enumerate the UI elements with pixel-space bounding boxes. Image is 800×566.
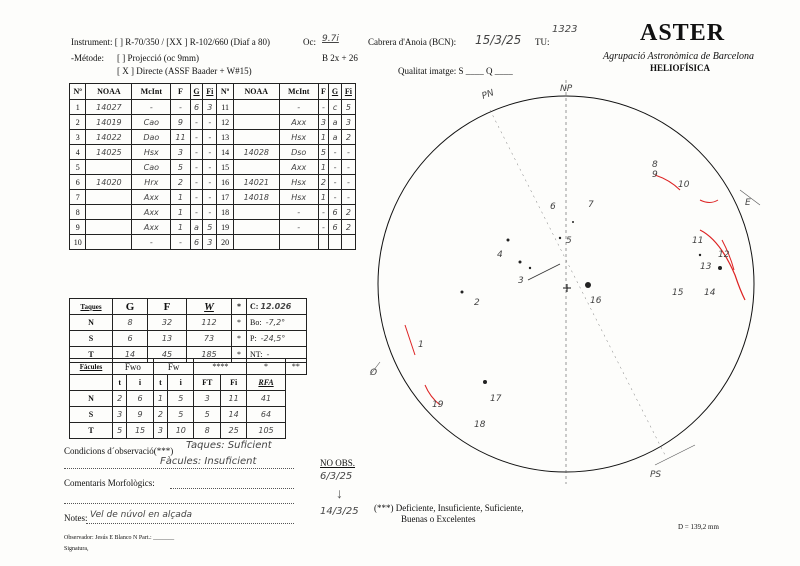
- groups-cell: -: [203, 175, 217, 190]
- groups-cell: 2: [70, 115, 86, 130]
- groups-cell: 15: [217, 160, 233, 175]
- spots-param-value: -: [266, 350, 270, 359]
- spots-cell-f: 45: [148, 347, 187, 363]
- groups-cell: Hsx: [279, 175, 318, 190]
- groups-cell: -: [341, 160, 355, 175]
- faculae-cell: 25: [220, 423, 246, 439]
- down-arrow-icon: ↓: [336, 487, 343, 502]
- groups-cell: 19: [217, 220, 233, 235]
- disk-group-label: 3: [518, 276, 524, 286]
- c-value: 12.026: [260, 302, 292, 311]
- groups-cell: 1: [171, 220, 190, 235]
- groups-cell: 1: [171, 190, 190, 205]
- groups-cell: 6: [190, 100, 203, 115]
- groups-cell: 18: [217, 205, 233, 220]
- spots-header-label: Taques: [70, 299, 113, 315]
- faculae-header-label: Fàcules: [70, 359, 113, 375]
- disk-group-label: 5: [566, 236, 572, 246]
- disk-group-label: 8: [652, 160, 658, 170]
- groups-cell: -: [329, 145, 342, 160]
- groups-cell: 5: [318, 145, 329, 160]
- faculae-cell: 5: [168, 407, 194, 423]
- groups-cell: a: [329, 115, 342, 130]
- groups-cell: -: [318, 205, 329, 220]
- no-obs-date-1: 6/3/25: [320, 471, 353, 482]
- ps-line: [655, 445, 695, 465]
- disk-group-label: 10: [678, 180, 690, 190]
- conditions-spots: Taques: Suficient: [186, 440, 272, 451]
- faculae-cell: 5: [113, 423, 127, 439]
- groups-cell: 9: [171, 115, 190, 130]
- faculae-subheader-2: i: [127, 375, 153, 391]
- spots-star-cell: *: [232, 315, 247, 331]
- spots-header-c: C: 12.026: [247, 299, 307, 315]
- disk-group-label: 13: [700, 262, 712, 272]
- groups-cell: a: [190, 220, 203, 235]
- groups-cell: 1: [171, 205, 190, 220]
- spots-cell-label: T: [70, 347, 113, 363]
- tu-label: TU:: [535, 37, 550, 47]
- faculae-cell: 5: [168, 391, 194, 407]
- groups-cell: 8: [70, 205, 86, 220]
- groups-cell: 5: [203, 220, 217, 235]
- disk-group-label: 11: [692, 236, 704, 246]
- groups-header-7: NOAA: [233, 84, 279, 100]
- groups-cell: -: [190, 160, 203, 175]
- faculae-header-star2: **: [285, 359, 306, 375]
- groups-cell: 14022: [86, 130, 132, 145]
- faculae-cell: 3: [194, 391, 220, 407]
- groups-cell: 6: [70, 175, 86, 190]
- spots-cell-label: N: [70, 315, 113, 331]
- label-pn: PN: [480, 88, 496, 102]
- faculae-10: [655, 175, 680, 190]
- disk-group-label: 16: [590, 296, 602, 306]
- groups-cell: 14019: [86, 115, 132, 130]
- instrument-line: Instrument: [ ] R-70/350 / [XX ] R-102/660 (Diaf a 80): [71, 37, 270, 47]
- disk-group-label: 12: [718, 250, 730, 260]
- faculae-cell: 14: [220, 407, 246, 423]
- groups-header-5: Fi: [203, 84, 217, 100]
- groups-header-11: Fi: [341, 84, 355, 100]
- oc-value: 9.7i: [322, 34, 339, 44]
- faculae-cell: 6: [127, 391, 153, 407]
- groups-cell: 10: [70, 235, 86, 250]
- disk-group-label: 19: [432, 400, 444, 410]
- groups-cell: -: [203, 130, 217, 145]
- groups-cell: 14018: [233, 190, 279, 205]
- groups-cell: -: [132, 235, 171, 250]
- disk-group-label: 7: [588, 200, 594, 210]
- spot-16: [585, 282, 591, 288]
- spots-star-cell: *: [232, 347, 247, 363]
- spot-5: [559, 237, 561, 239]
- groups-cell: 1: [318, 160, 329, 175]
- spot-12: [718, 266, 722, 270]
- faculae-cell: 105: [247, 423, 285, 439]
- label-ps: PS: [650, 470, 662, 480]
- spot-2: [461, 291, 464, 294]
- groups-cell: 5: [70, 160, 86, 175]
- group-3-line: [528, 264, 560, 280]
- groups-cell: 7: [70, 190, 86, 205]
- groups-cell: Axx: [279, 115, 318, 130]
- faculae-subheader-3: t: [153, 375, 167, 391]
- faculae-cell: 3: [113, 407, 127, 423]
- spots-header-g: G: [113, 299, 148, 315]
- label-e: E: [745, 198, 751, 208]
- groups-header-1: NOAA: [86, 84, 132, 100]
- spot-6: [572, 221, 574, 223]
- label-o: O: [370, 368, 378, 378]
- spots-header-f: F: [148, 299, 187, 315]
- conditions-label: Condicions d´observació(***): [64, 446, 174, 456]
- groups-cell: -: [279, 100, 318, 115]
- faculae-subheader-4: i: [168, 375, 194, 391]
- groups-cell: 14020: [86, 175, 132, 190]
- groups-cell: -: [203, 205, 217, 220]
- groups-cell: -: [341, 145, 355, 160]
- faculae-cell: 5: [194, 407, 220, 423]
- spot-3b: [529, 267, 531, 269]
- groups-header-2: McInt: [132, 84, 171, 100]
- spots-param-value: -7,2°: [265, 318, 286, 327]
- groups-cell: 3: [341, 115, 355, 130]
- groups-cell: Hsx: [279, 130, 318, 145]
- notes-handwritten: Vel de núvol en alçada: [90, 510, 193, 520]
- groups-cell: 11: [171, 130, 190, 145]
- faculae-header-star1: *: [247, 359, 285, 375]
- groups-cell: 2: [341, 130, 355, 145]
- groups-cell: 6: [329, 205, 342, 220]
- groups-cell: 1: [70, 100, 86, 115]
- groups-cell: 2: [341, 205, 355, 220]
- groups-header-0: Nº: [70, 84, 86, 100]
- method-direct: [ X ] Directe (ASSF Baader + W#15): [117, 66, 252, 76]
- spot-3a: [519, 261, 522, 264]
- groups-cell: -: [171, 100, 190, 115]
- faculae-header-fw: Fw: [153, 359, 194, 375]
- groups-cell: Axx: [279, 160, 318, 175]
- spots-cell-w: 112: [187, 315, 232, 331]
- faculae-row-label: S: [70, 407, 113, 423]
- groups-cell: Hsx: [132, 145, 171, 160]
- label-np: NP: [560, 84, 573, 94]
- notes-label: Notes:: [64, 513, 88, 523]
- spot-11: [699, 254, 701, 256]
- groups-cell: 14021: [233, 175, 279, 190]
- groups-cell: -: [329, 160, 342, 175]
- no-obs-date-2: 14/3/25: [320, 506, 359, 517]
- faculae-cell: 9: [127, 407, 153, 423]
- groups-cell: 20: [217, 235, 233, 250]
- groups-header-9: F: [318, 84, 329, 100]
- groups-header-6: Nº: [217, 84, 233, 100]
- spots-param-value: -24,5°: [260, 334, 286, 343]
- groups-cell: Dao: [132, 130, 171, 145]
- groups-cell: 6: [190, 235, 203, 250]
- groups-cell: -: [203, 160, 217, 175]
- faculae-subheader-7: RFA: [247, 375, 285, 391]
- groups-cell: -: [203, 145, 217, 160]
- faculae-row-label: N: [70, 391, 113, 407]
- faculae-cell: 3: [153, 423, 167, 439]
- groups-cell: 4: [70, 145, 86, 160]
- signature-label: Signatura,: [64, 546, 89, 552]
- faculae-cell: 11: [220, 391, 246, 407]
- groups-cell: 1: [318, 130, 329, 145]
- groups-cell: Axx: [132, 220, 171, 235]
- faculae-cell: 1: [153, 391, 167, 407]
- conditions-faculae: Fàcules: Insuficient: [160, 456, 257, 467]
- groups-cell: Axx: [132, 205, 171, 220]
- groups-cell: 3: [318, 115, 329, 130]
- groups-cell: 3: [203, 235, 217, 250]
- spots-cell-f: 32: [148, 315, 187, 331]
- groups-cell: 2: [318, 175, 329, 190]
- observer: Observador: Jesús E Blanco N Part.: _______: [64, 535, 175, 541]
- groups-cell: -: [341, 175, 355, 190]
- groups-cell: 12: [217, 115, 233, 130]
- method-b: B 2x + 26: [322, 53, 358, 63]
- groups-cell: 11: [217, 100, 233, 115]
- method-projection: [ ] Projecció (oc 9mm): [117, 53, 199, 63]
- groups-cell: -: [132, 100, 171, 115]
- spots-cell-label: S: [70, 331, 113, 347]
- method-label: -Métode:: [71, 53, 104, 63]
- groups-cell: Cao: [132, 160, 171, 175]
- groups-cell: 9: [70, 220, 86, 235]
- groups-cell: 16: [217, 175, 233, 190]
- groups-cell: -: [329, 190, 342, 205]
- groups-header-8: McInt: [279, 84, 318, 100]
- groups-cell: 6: [329, 220, 342, 235]
- tu-value: 1323: [552, 24, 578, 35]
- groups-cell: 13: [217, 130, 233, 145]
- groups-cell: -: [341, 190, 355, 205]
- disk-group-label: 9: [652, 170, 658, 180]
- faculae-subheader-6: Fi: [220, 375, 246, 391]
- faculae-row-label: T: [70, 423, 113, 439]
- groups-cell: 3: [171, 145, 190, 160]
- groups-cell: 2: [171, 175, 190, 190]
- groups-cell: -: [190, 175, 203, 190]
- groups-cell: 5: [341, 100, 355, 115]
- faculae-ne: [700, 200, 718, 203]
- groups-cell: -: [318, 100, 329, 115]
- disk-diameter: D = 139,2 mm: [678, 523, 719, 531]
- faculae-subheader-1: t: [113, 375, 127, 391]
- spots-param-key: NT:: [250, 350, 263, 359]
- groups-cell: 2: [341, 220, 355, 235]
- faculae-cell: 15: [127, 423, 153, 439]
- faculae-1: [405, 325, 415, 355]
- spot-4: [507, 239, 510, 242]
- groups-cell: Axx: [132, 190, 171, 205]
- groups-cell: -: [190, 130, 203, 145]
- spots-cell-g: 6: [113, 331, 148, 347]
- spots-cell-g: 14: [113, 347, 148, 363]
- groups-cell: c: [329, 100, 342, 115]
- faculae-cell: 64: [247, 407, 285, 423]
- spots-header-star: *: [232, 299, 247, 315]
- disk-group-label: 2: [474, 298, 480, 308]
- groups-cell: Hrx: [132, 175, 171, 190]
- groups-cell: -: [190, 115, 203, 130]
- oc-label: Oc:: [303, 37, 316, 47]
- image-quality: Qualitat imatge: S ____ Q ____: [398, 66, 513, 76]
- disk-group-label: 4: [497, 250, 503, 260]
- groups-cell: 5: [171, 160, 190, 175]
- faculae-cell: 41: [247, 391, 285, 407]
- brand-title: ASTER: [640, 20, 726, 46]
- groups-cell: 14028: [233, 145, 279, 160]
- disk-group-label: 18: [474, 420, 486, 430]
- spots-cell-w: 185: [187, 347, 232, 363]
- groups-cell: 3: [70, 130, 86, 145]
- spots-cell-f: 13: [148, 331, 187, 347]
- groups-cell: 14025: [86, 145, 132, 160]
- groups-cell: -: [190, 205, 203, 220]
- faculae-subheader-5: FT: [194, 375, 220, 391]
- groups-cell: -: [279, 220, 318, 235]
- groups-cell: -: [190, 145, 203, 160]
- faculae-header-fwo: Fwo: [113, 359, 154, 375]
- groups-cell: a: [329, 130, 342, 145]
- groups-cell: -: [279, 205, 318, 220]
- spots-star-cell: *: [232, 331, 247, 347]
- groups-cell: Hsx: [279, 190, 318, 205]
- disk-polar-axis: [490, 110, 665, 455]
- spots-param-key: P:: [250, 334, 257, 343]
- spots-cell-w: 73: [187, 331, 232, 347]
- groups-cell: -: [171, 235, 190, 250]
- date-value: 15/3/25: [475, 33, 522, 47]
- groups-cell: 14: [217, 145, 233, 160]
- scale-legend-1: (***) Deficiente, Insuficiente, Suficiente,: [374, 503, 524, 513]
- faculae-cell: 2: [153, 407, 167, 423]
- groups-cell: -: [329, 175, 342, 190]
- groups-cell: -: [203, 115, 217, 130]
- groups-cell: -: [318, 220, 329, 235]
- groups-cell: Cao: [132, 115, 171, 130]
- disk-group-label: 15: [672, 288, 684, 298]
- groups-cell: 3: [203, 100, 217, 115]
- spots-param-key: Bo:: [250, 318, 262, 327]
- spots-cell-g: 8: [113, 315, 148, 331]
- groups-cell: -: [190, 190, 203, 205]
- groups-header-3: F: [171, 84, 190, 100]
- groups-cell: Dso: [279, 145, 318, 160]
- no-obs-label: NO OBS.: [320, 458, 356, 468]
- groups-header-4: G: [190, 84, 203, 100]
- faculae-cell: 2: [113, 391, 127, 407]
- morphology-label: Comentaris Morfològics:: [64, 478, 155, 488]
- groups-cell: 17: [217, 190, 233, 205]
- disk-group-label: 6: [550, 202, 556, 212]
- faculae-header-stars4: ****: [194, 359, 247, 375]
- brand-subtitle: Agrupació Astronòmica de Barcelona: [603, 51, 754, 62]
- spot-17: [483, 380, 487, 384]
- groups-cell: -: [203, 190, 217, 205]
- disk-group-label: 1: [418, 340, 424, 350]
- groups-header-10: G: [329, 84, 342, 100]
- groups-cell: 14027: [86, 100, 132, 115]
- brand-section: HELIOFÍSICA: [650, 63, 711, 73]
- location-label: Cabrera d'Anoia (BCN):: [368, 37, 457, 47]
- faculae-cell: 8: [194, 423, 220, 439]
- faculae-cell: 10: [168, 423, 194, 439]
- disk-group-label: 17: [490, 394, 502, 404]
- groups-cell: 1: [318, 190, 329, 205]
- scale-legend-2: Buenas o Excelentes: [401, 514, 476, 524]
- disk-group-label: 14: [704, 288, 716, 298]
- spots-header-w: W: [187, 299, 232, 315]
